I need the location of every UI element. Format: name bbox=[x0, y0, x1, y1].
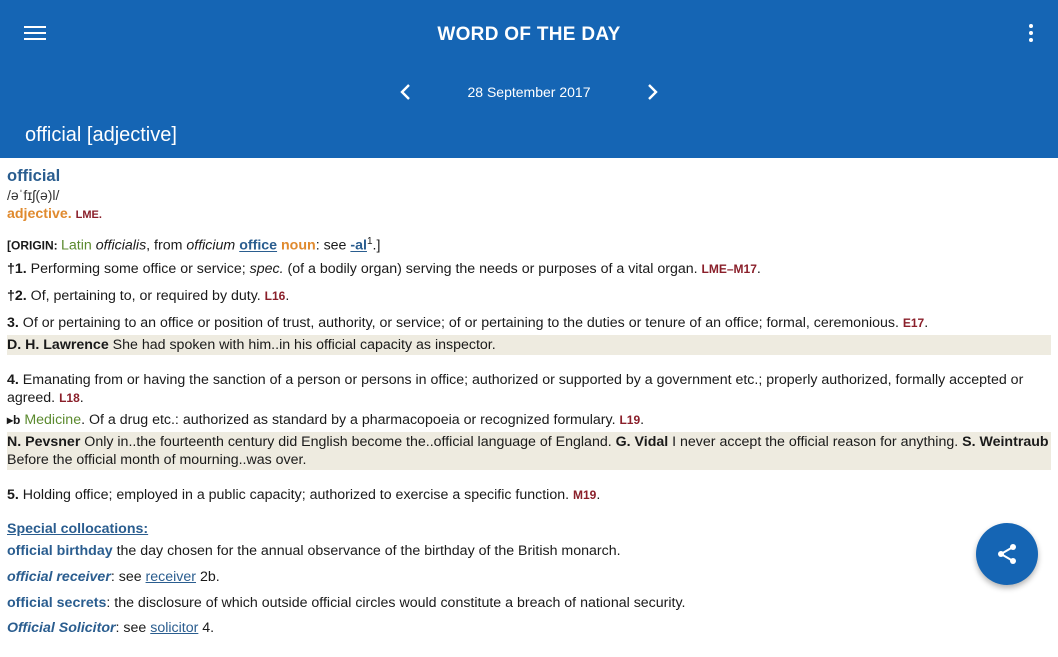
sense-3: 3. Of or pertaining to an office or position of trust, authority, or service; of or pertaining to the duties or tenure of an office; formal, ceremonious. E17. bbox=[7, 315, 929, 331]
headword-title: official [adjective] bbox=[25, 124, 177, 146]
pronunciation: /əˈfɪʃ(ə)l/ bbox=[7, 187, 60, 203]
sense-4-quotations: N. Pevsner Only in..the fourteenth century did English become the..official language of England. G. Vidal I never accept the official reason for anything. S. Weintraub Before the official month of mourning..was over. bbox=[7, 432, 1051, 470]
share-icon bbox=[995, 542, 1019, 566]
receiver-link[interactable]: receiver bbox=[145, 569, 197, 585]
collocation-2: official receiver: see receiver 2b. bbox=[7, 569, 220, 585]
sense-2: †2. Of, pertaining to, or required by duty. L16. bbox=[7, 288, 290, 304]
sense-4b: ▸b Medicine. Of a drug etc.: authorized as standard by a pharmacopoeia or recognized formulary. L19. bbox=[7, 412, 645, 428]
headword: official bbox=[7, 167, 61, 185]
origin: [ORIGIN: Latin officialis, from officium office noun: see $-al^1$.] bbox=[7, 236, 381, 254]
date-label: 28 September 2017 bbox=[467, 84, 591, 100]
collocation-1: official birthday the day chosen for the annual observance of the birthday of the British monarch. bbox=[7, 543, 621, 559]
chevron-left-icon[interactable] bbox=[394, 80, 418, 104]
share-button[interactable] bbox=[976, 523, 1038, 585]
chevron-right-icon[interactable] bbox=[640, 80, 664, 104]
more-vert-icon[interactable] bbox=[1026, 22, 1036, 46]
collocation-4: Official Solicitor: see solicitor 4. bbox=[7, 620, 215, 636]
collocations-heading: Special collocations: bbox=[7, 521, 149, 537]
sense-4: 4. Emanating from or having the sanction of a person or persons in office; authorized or supported by a government etc.; properly authorized, formally accepted or agreed. L18. bbox=[7, 372, 1024, 406]
sense-5: 5. Holding office; employed in a public capacity; authorized to exercise a specific function. M19. bbox=[7, 487, 601, 503]
sense-1: †1. Performing some office or service; spec. (of a bodily organ) serving the needs or purposes of a vital organ. LME–M17. bbox=[7, 261, 761, 277]
solicitor-link[interactable]: solicitor bbox=[150, 620, 199, 636]
collocation-3: official secrets: the disclosure of which outside official circles would constitute a breach of national security. bbox=[7, 595, 686, 611]
sense-3-quotation: D. H. Lawrence She had spoken with him..in his official capacity as inspector. bbox=[7, 335, 1051, 355]
office-link[interactable]: office bbox=[239, 237, 278, 254]
app-bar bbox=[0, 0, 1058, 158]
date-navigator bbox=[0, 78, 1058, 108]
page-title: WORD OF THE DAY bbox=[437, 24, 621, 45]
al-link[interactable]: -al bbox=[350, 237, 367, 254]
part-of-speech: adjective. LME. bbox=[7, 206, 102, 222]
